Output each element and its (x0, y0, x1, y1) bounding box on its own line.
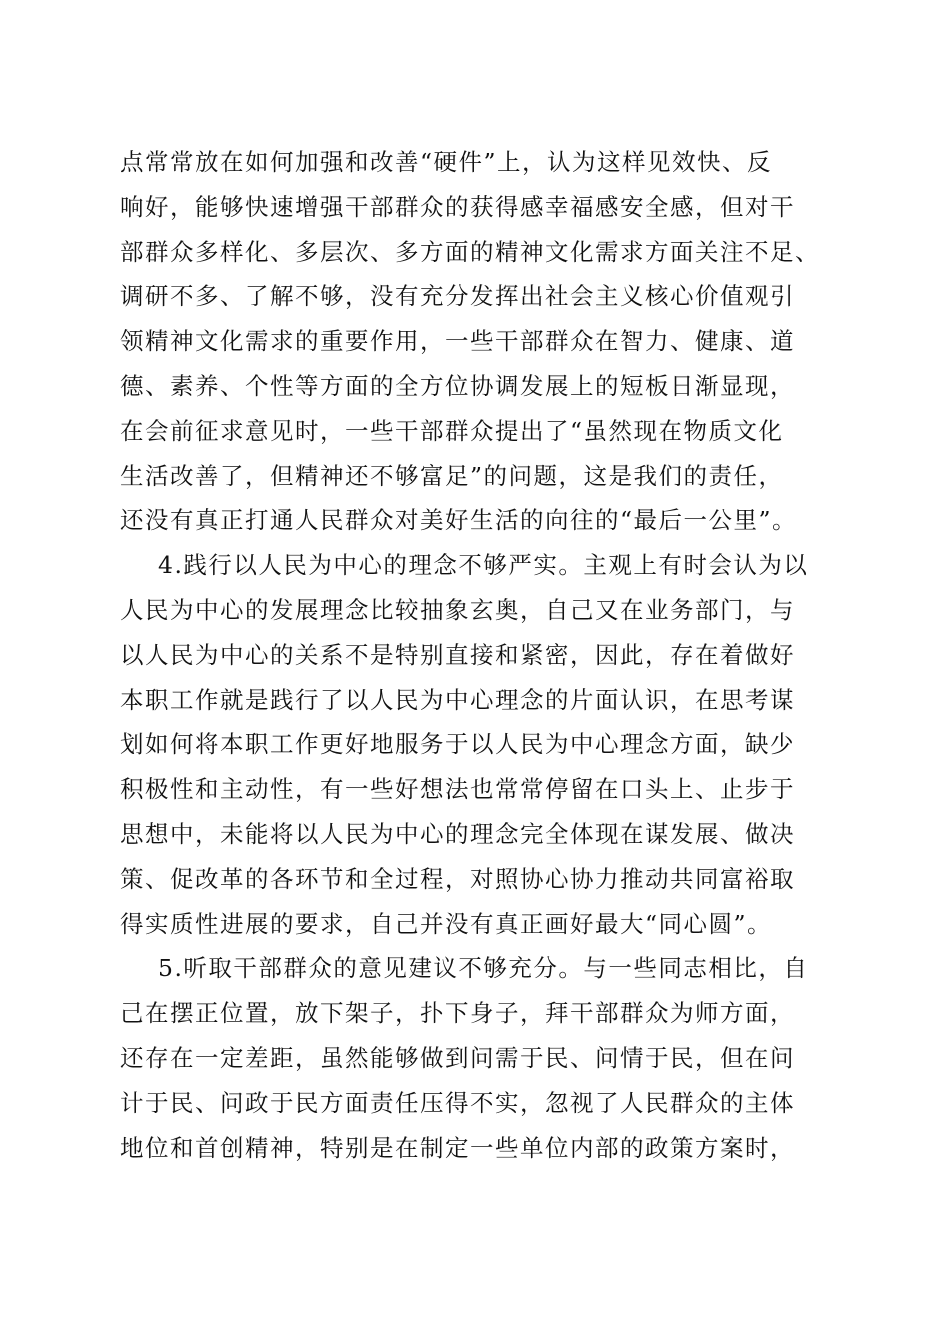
text-line: 本职工作就是践行了以人民为中心理念的片面认识，在思考谋 (120, 685, 795, 714)
text-line: 还没有真正打通人民群众对美好生活的向往的“最后一公里”。 (120, 506, 798, 535)
text-line: 己在摆正位置，放下架子，扑下身子，拜干部群众为师方面， (120, 999, 795, 1028)
text-line: 生活改善了，但精神还不够富足”的问题，这是我们的责任， (120, 461, 784, 490)
body-text (120, 140, 840, 1170)
text-line: 点常常放在如何加强和改善“硬件”上，认为这样见效快、反 (120, 148, 773, 176)
text-line: 人民为中心的发展理念比较抽象玄奥，自己又在业务部门，与 (120, 595, 795, 624)
text-line: 在会前征求意见时，一些干部群众提出了“虽然现在物质文化 (120, 416, 784, 445)
text-line: 地位和首创精神，特别是在制定一些单位内部的政策方案时， (120, 1133, 795, 1162)
text-line: 调研不多、了解不够，没有充分发挥出社会主义核心价值观引 (120, 282, 795, 311)
section-heading-line: 4.践行以人民为中心的理念不够严实。主观上有时会认为以 (158, 551, 809, 580)
text-line: 领精神文化需求的重要作用，一些干部群众在智力、健康、道 (120, 327, 795, 356)
text-line: 划如何将本职工作更好地服务于以人民为中心理念方面，缺少 (120, 730, 795, 759)
text-line: 得实质性进展的要求，自己并没有真正画好最大“同心圆”。 (120, 909, 773, 938)
text-line: 思想中，未能将以人民为中心的理念完全体现在谋发展、做决 (120, 819, 795, 848)
section-heading-line: 5.听取干部群众的意见建议不够充分。与一些同志相比，自 (158, 954, 809, 983)
text-line: 以人民为中心的关系不是特别直接和紧密，因此，存在着做好 (120, 640, 795, 669)
text-line: 计于民、问政于民方面责任压得不实，忽视了人民群众的主体 (120, 1088, 795, 1117)
text-line: 德、素养、个性等方面的全方位协调发展上的短板日渐显现， (120, 371, 795, 400)
text-line: 还存在一定差距，虽然能够做到问需于民、问情于民，但在问 (120, 1043, 795, 1072)
text-line: 部群众多样化、多层次、多方面的精神文化需求方面关注不足、 (120, 237, 820, 266)
text-line: 策、促改革的各环节和全过程，对照协心协力推动共同富裕取 (120, 864, 795, 893)
text-line: 积极性和主动性，有一些好想法也常常停留在口头上、止步于 (120, 775, 795, 804)
text-line: 响好，能够快速增强干部群众的获得感幸福感安全感，但对干 (120, 192, 795, 221)
